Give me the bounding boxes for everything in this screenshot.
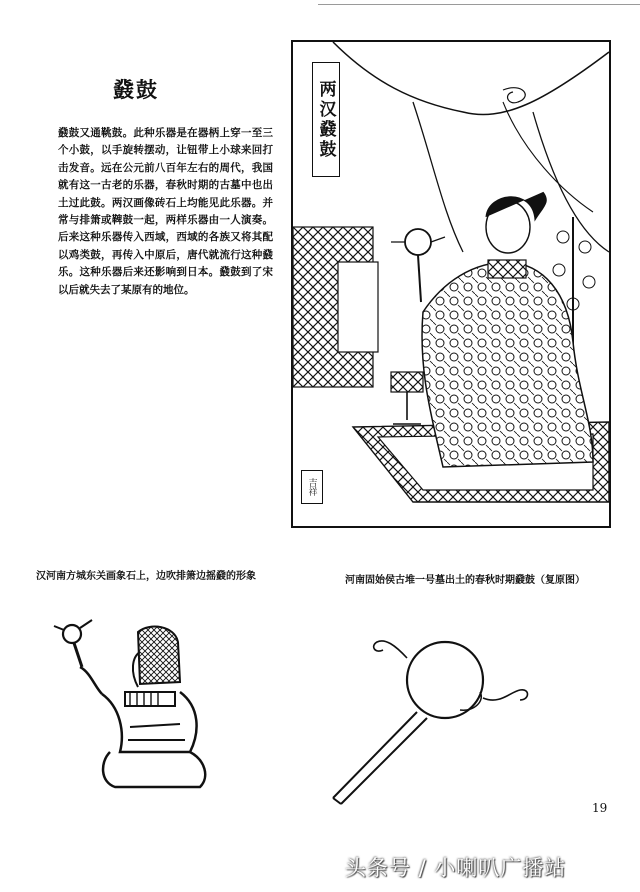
illustration-label: 两汉鼗鼓 xyxy=(312,62,340,177)
watermark: 头条号 / 小喇叭广播站 xyxy=(345,856,567,880)
caption-right: 河南固始侯古堆一号墓出土的春秋时期鼗鼓（复原图） xyxy=(345,575,585,586)
illustration-drawing xyxy=(293,42,609,526)
page-title: 鼗鼓 xyxy=(113,78,159,102)
restored-drum-figure xyxy=(325,620,540,809)
stone-relief-figure xyxy=(40,612,215,806)
caption-left: 汉河南方城东关画象石上，边吹排箫边摇鼗的形象 xyxy=(36,571,256,582)
top-rule xyxy=(318,4,640,5)
main-illustration xyxy=(291,40,611,528)
page-number: 19 xyxy=(592,801,608,815)
body-paragraph: 鼗鼓又通鞉鼓。此种乐器是在器柄上穿一至三个小鼓，以手旋转摆动，让钮带上小球来回打击发音。远在公元前八百年左右的周代，我国就有这一古老的乐器，春秋时期的古墓中也出土过此鼓。两汉画像砖石上均能见此乐器。并常与排箫或鞞鼓一起，两样乐器由一人演奏。后来这种乐器传入西域，西域的各族又将其配以鸡类鼓，再传入中原后，唐代就流行这种鼗乐。这种乐器后来还影响到日本。鼗鼓到了宋以后就失去了某原有的地位。 xyxy=(58,127,273,296)
artist-seal: 吉祥 xyxy=(301,470,323,504)
